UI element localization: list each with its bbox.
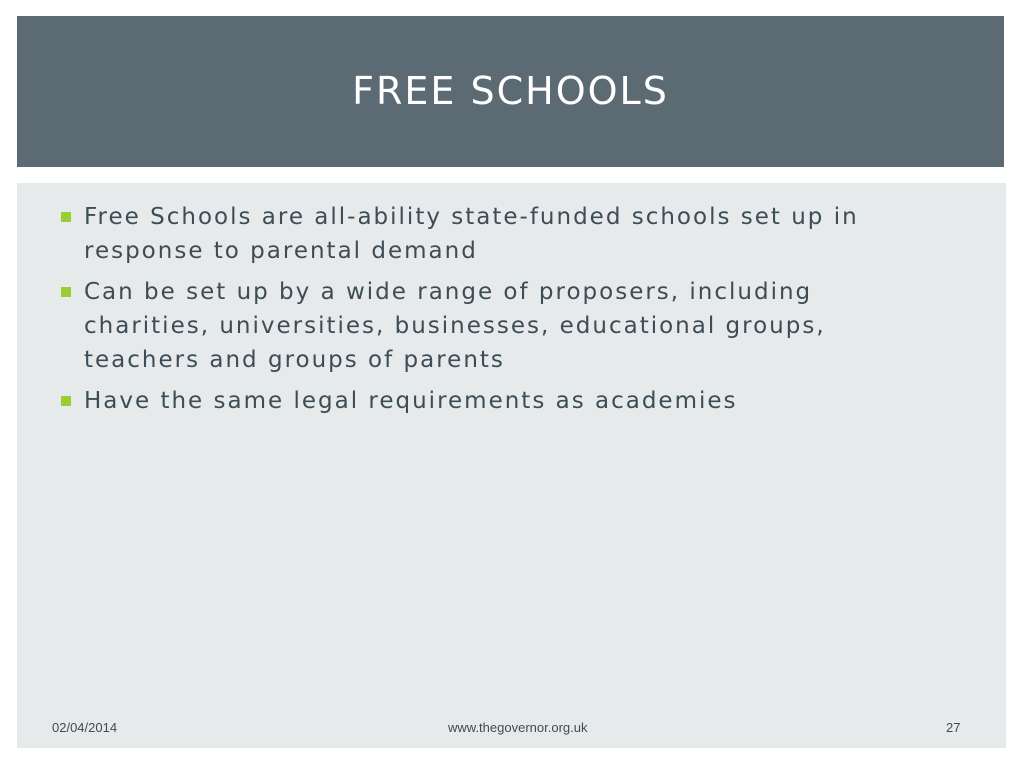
content-panel: [17, 183, 1006, 748]
bullet-item-proposers: [61, 275, 941, 377]
square-bullet-icon: [61, 396, 71, 406]
bullet-item-legal-requirements: [61, 384, 941, 418]
page-number: 27: [946, 720, 961, 735]
slide-title: FREE SCHOOLS: [352, 68, 669, 113]
bullet-text: Free Schools are all-ability state-funded schools set up in response to parental demand: [84, 204, 859, 264]
bullet-item-free-schools: [61, 200, 941, 268]
title-band: [17, 16, 1004, 167]
footer-date: 02/04/2014: [52, 720, 118, 735]
bullet-list: [61, 200, 941, 425]
footer-url[interactable]: www.thegovernor.org.uk: [448, 720, 588, 735]
bullet-text: Can be set up by a wide range of proposers, including charities, universities, businesses, educational groups, teachers and groups of parents: [84, 279, 826, 373]
square-bullet-icon: [61, 212, 71, 222]
square-bullet-icon: [61, 287, 71, 297]
bullet-text: Have the same legal requirements as academies: [84, 388, 738, 414]
